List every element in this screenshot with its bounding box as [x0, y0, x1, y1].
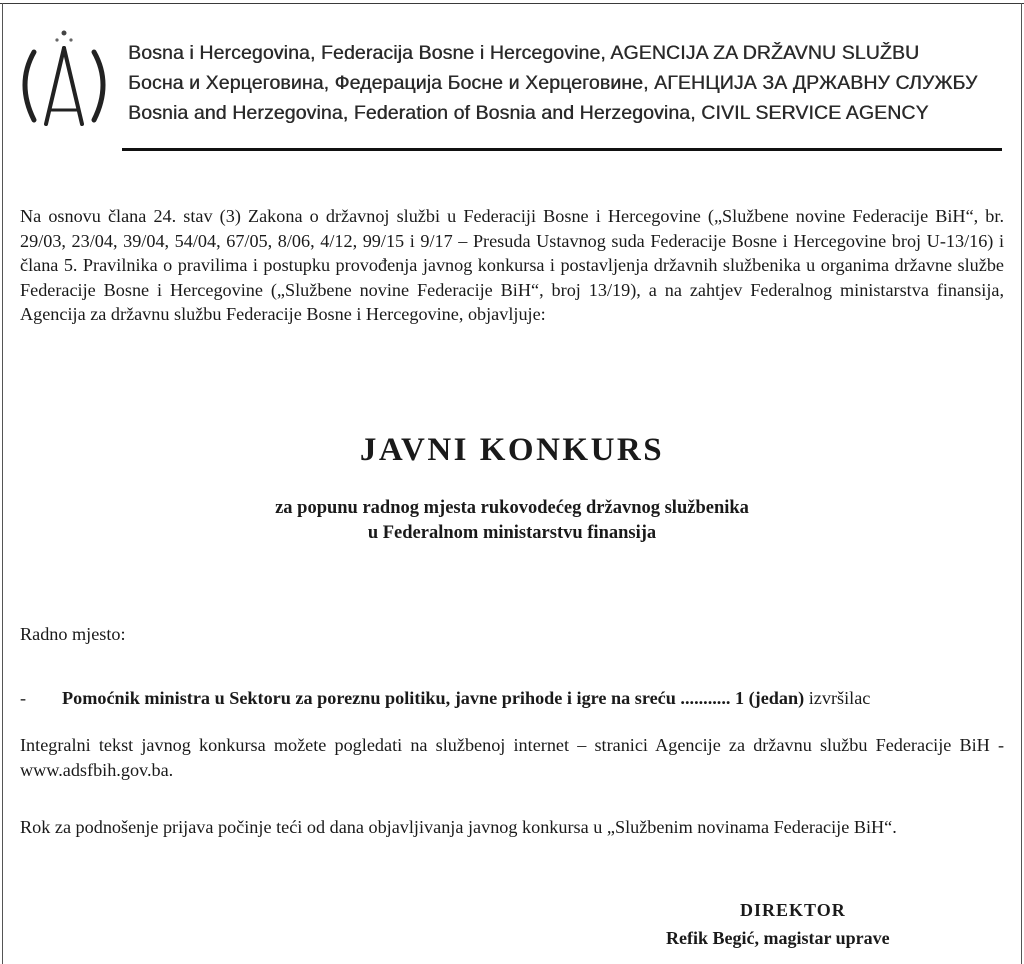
position-count: 1 (jedan) [734, 688, 805, 708]
letterhead-line-latin: Bosna i Hercegovina, Federacija Bosne i Hercegovine, AGENCIJA ZA DRŽAVNU SLUŽBU [128, 42, 920, 64]
letterhead-line-english: Bosnia and Herzegovina, Federation of Bosnia and Herzegovina, CIVIL SERVICE AGENCY [128, 102, 929, 124]
subtitle-line-2: u Federalnom ministarstvu finansija [367, 523, 657, 543]
letterhead-line-cyrillic: Босна и Херцеговина, Федерација Босне и Херцеговине, АГЕНЦИЈА ЗА ДРЖАВНУ СЛУЖБУ [128, 72, 978, 94]
agency-logo-icon [14, 24, 114, 134]
deadline-paragraph: Rok za podnošenje prijava počinje teći od dana objavljivanja javnog konkursa u „Službenim novinama Federacije BiH“. [20, 817, 897, 837]
letterhead-divider [122, 148, 1002, 151]
signature-title: DIREKTOR [740, 900, 846, 920]
letterhead [0, 0, 1024, 160]
letterhead-text [128, 38, 977, 128]
intro-paragraph: Na osnovu člana 24. stav (3) Zakona o državnoj službi u Federaciji Bosne i Hercegovine („Službene novine Federacije BiH“, br. 29/03, 23/04, 39/04, 54/04, 67/05, 8/06, 4/12, 99/15 i 9/17 – Presuda Ustavnog suda Federacije Bosne i Hercegovine broj U-13/16) i člana 5. Pravilnika o pravilima i postupku provođenja javnog konkursa i postavljenja državnih službenika u organima državne službe Federacije Bosne i Hercegovine („Službene novine Federacije BiH“, broj 13/19), a na zahtjev Federalnog ministarstva finansija, Agencija za državnu službu Federacije Bosne i Hercegovine, objavljuje: [20, 206, 1004, 324]
position-label: Radno mjesto: [20, 624, 126, 644]
position-list-item [20, 688, 1004, 709]
document-title: JAVNI KONKURS [359, 432, 665, 468]
position-name: Pomoćnik ministra u Sektoru za poreznu politiku, javne prihode i igre na sreću [62, 688, 676, 708]
position-count-suffix: izvršilac [808, 688, 871, 708]
signature-name: Refik Begić, magistar uprave [666, 928, 890, 948]
position-dots: ........... [680, 688, 731, 708]
list-dash: - [20, 688, 27, 708]
integral-text-paragraph: Integralni tekst javnog konkursa možete pogledati na službenoj internet – stranici Agencije za državnu službu Federacije BiH - www.adsfbih.gov.ba. [20, 735, 1004, 780]
document-subtitle [0, 496, 1024, 546]
subtitle-line-1: za popunu radnog mjesta rukovodećeg državnog službenika [275, 498, 749, 518]
